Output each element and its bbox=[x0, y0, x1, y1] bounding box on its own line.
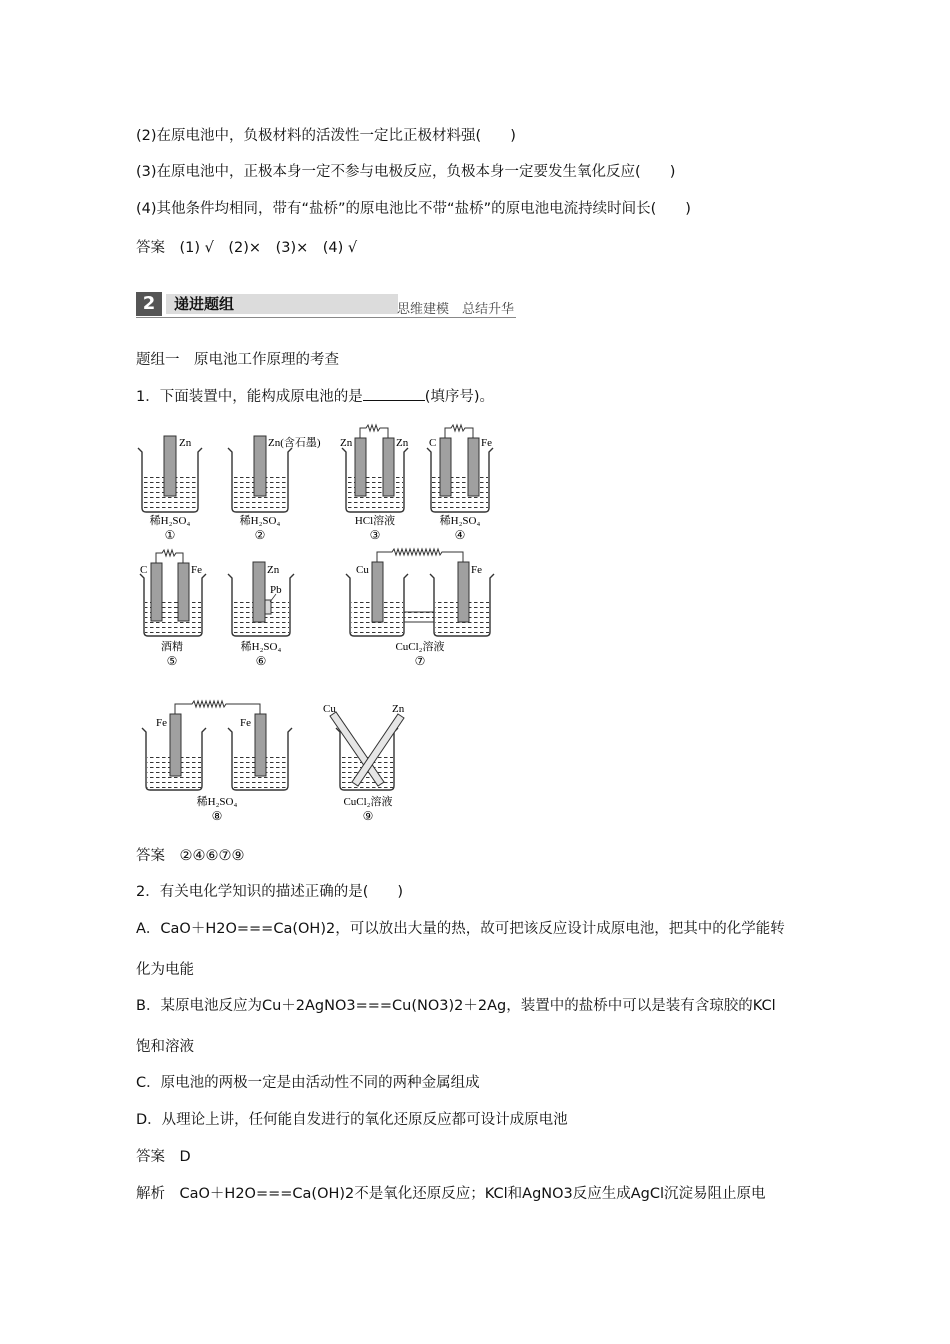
section-subtitle: 思维建模 总结升华 bbox=[396, 302, 514, 317]
apparatus-4-solution: 稀H₂SO₄ bbox=[439, 515, 481, 527]
apparatus-2-electrode: Zn(含石墨) bbox=[268, 437, 321, 449]
statement-2: (2)在原电池中，负极材料的活泼性一定比正极材料强( ) bbox=[136, 128, 516, 144]
q2-stem: 2．有关电化学知识的描述正确的是( ) bbox=[136, 884, 404, 900]
q2-option-c: C．原电池的两极一定是由活动性不同的两种金属组成 bbox=[136, 1075, 480, 1091]
apparatus-2 bbox=[228, 435, 321, 542]
apparatus-1-number: ① bbox=[164, 528, 176, 542]
apparatus-8-electrode-left: Fe bbox=[156, 717, 167, 729]
q2-analysis: 解析 CaO＋H2O===Ca(OH)2不是氧化还原反应；KCl和AgNO3反应生成AgCl沉淀易阻止原电 bbox=[136, 1186, 766, 1202]
apparatus-1 bbox=[138, 436, 202, 542]
apparatus-8-electrode-right: Fe bbox=[240, 717, 251, 729]
apparatus-8-number: ⑧ bbox=[211, 809, 223, 823]
apparatus-9-electrode-right: Zn bbox=[392, 703, 405, 715]
apparatus-6-electrode-zn: Zn bbox=[267, 564, 280, 576]
apparatus-7-solution: CuCl₂溶液 bbox=[395, 641, 445, 653]
apparatus-3-solution: HCl溶液 bbox=[354, 515, 396, 527]
apparatus-7-electrode-right: Fe bbox=[471, 564, 482, 576]
statement-4: (4)其他条件均相同，带有“盐桥”的原电池比不带“盐桥”的原电池电流持续时间长( ) bbox=[136, 201, 691, 217]
apparatus-7 bbox=[346, 549, 494, 668]
apparatus-8 bbox=[142, 701, 292, 823]
section-title: 递进题组 bbox=[166, 294, 398, 314]
apparatus-9-solution: CuCl₂溶液 bbox=[343, 796, 393, 808]
apparatus-3-electrode-right: Zn bbox=[396, 437, 409, 449]
apparatus-5-electrode-right: Fe bbox=[191, 564, 202, 576]
apparatus-3-electrode-left: Zn bbox=[340, 437, 353, 449]
q2-option-d: D．从理论上讲，任何能自发进行的氧化还原反应都可设计成原电池 bbox=[136, 1112, 568, 1128]
apparatus-2-number: ② bbox=[254, 528, 266, 542]
q1-answer: 答案 ②④⑥⑦⑨ bbox=[136, 848, 245, 864]
q2-option-a-line1: A．CaO＋H2O===Ca(OH)2，可以放出大量的热，故可把该反应设计成原电池，把其中的化学能转 bbox=[136, 921, 785, 937]
statement-3: (3)在原电池中，正极本身一定不参与电极反应，负极本身一定要发生氧化反应( ) bbox=[136, 164, 676, 180]
apparatus-4-electrode-left: C bbox=[429, 437, 437, 449]
q2-option-b-line2: 饱和溶液 bbox=[136, 1039, 194, 1055]
group-title: 题组一 原电池工作原理的考查 bbox=[136, 352, 339, 368]
apparatus-7-electrode-left: Cu bbox=[356, 564, 369, 576]
apparatus-3 bbox=[340, 425, 409, 542]
apparatus-7-number: ⑦ bbox=[414, 654, 426, 668]
apparatus-6-number: ⑥ bbox=[255, 654, 267, 668]
apparatus-9-number: ⑨ bbox=[362, 809, 374, 823]
apparatus-4-electrode-right: Fe bbox=[481, 437, 492, 449]
apparatus-9-electrode-left: Cu bbox=[323, 703, 336, 715]
apparatus-3-number: ③ bbox=[369, 528, 381, 542]
apparatus-4 bbox=[427, 425, 493, 542]
apparatus-5-electrode-left: C bbox=[140, 564, 148, 576]
q2-option-a-line2: 化为电能 bbox=[136, 962, 194, 978]
apparatus-5-number: ⑤ bbox=[166, 654, 178, 668]
apparatus-2-solution: 稀H₂SO₄ bbox=[239, 515, 281, 527]
apparatus-6-electrode-pb: Pb bbox=[270, 584, 282, 596]
apparatus-1-solution: 稀H₂SO₄ bbox=[149, 515, 191, 527]
statement-answer: 答案 (1) √ (2)× (3)× (4) √ bbox=[136, 240, 358, 256]
q2-option-b-line1: B．某原电池反应为Cu＋2AgNO3===Cu(NO3)2＋2Ag，装置中的盐桥中可以是装有含琼胶的KCl bbox=[136, 998, 776, 1014]
apparatus-8-solution: 稀H₂SO₄ bbox=[196, 796, 238, 808]
apparatus-1-electrode: Zn bbox=[179, 437, 192, 449]
apparatus-9 bbox=[323, 703, 405, 823]
apparatus-5-solution: 酒精 bbox=[161, 641, 183, 653]
q1-prefix: 1．下面装置中，能构成原电池的是 bbox=[136, 389, 363, 405]
apparatus-6-solution: 稀H₂SO₄ bbox=[240, 641, 282, 653]
apparatus-5 bbox=[140, 550, 206, 668]
apparatus-4-number: ④ bbox=[454, 528, 466, 542]
q1-suffix: (填序号)。 bbox=[424, 389, 495, 405]
q2-answer: 答案 D bbox=[136, 1149, 191, 1165]
section-number: 2 bbox=[136, 292, 162, 316]
apparatus-6 bbox=[228, 562, 294, 668]
